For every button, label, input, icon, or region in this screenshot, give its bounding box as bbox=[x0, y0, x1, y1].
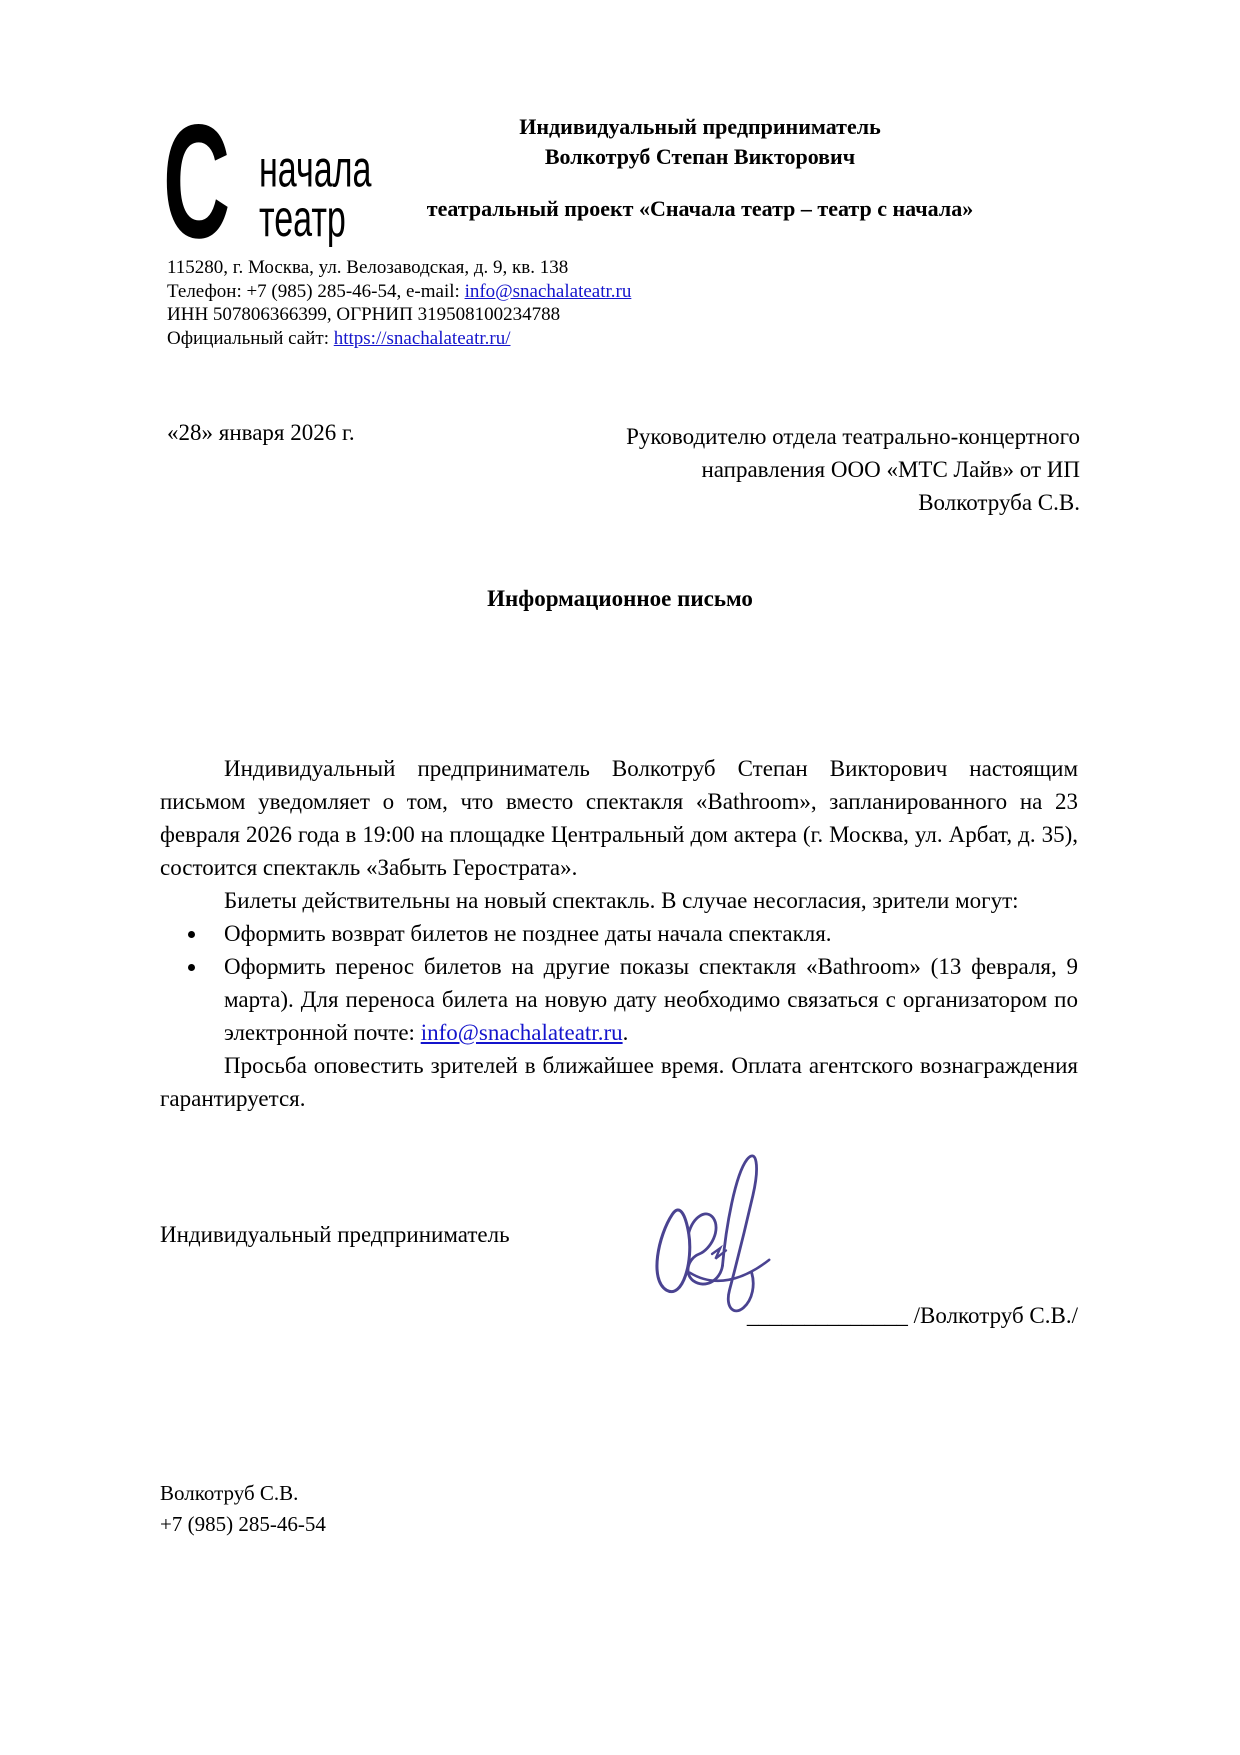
list-item: • Оформить возврат билетов не позднее даты начала спектакля. bbox=[208, 917, 1078, 950]
contact-phone-text: Телефон: +7 (985) 285-46-54, e-mail: bbox=[167, 280, 465, 302]
header-organization bbox=[320, 112, 1080, 172]
footer-phone: +7 (985) 285-46-54 bbox=[160, 1512, 326, 1536]
letter-title: Информационное письмо bbox=[487, 586, 753, 611]
contact-block bbox=[167, 256, 807, 350]
letter-date: «28» января 2026 г. bbox=[167, 420, 355, 445]
logo-big-letter: С bbox=[163, 90, 228, 272]
bullet2-period: . bbox=[622, 1020, 629, 1045]
recipient-line-3: Волкотруба С.В. bbox=[918, 490, 1080, 515]
contact-site-text: Официальный сайт: bbox=[167, 327, 334, 349]
logo-word-1: начала bbox=[259, 139, 372, 198]
recipient-line-1: Руководителю отдела театрально-концертного bbox=[626, 424, 1080, 449]
contact-inn-line: ИНН 507806366399, ОГРНИП 319508100234788 bbox=[167, 304, 561, 325]
logo-word-2: театр bbox=[259, 188, 347, 248]
list-item bbox=[208, 950, 1078, 1049]
paragraph-2: Билеты действительны на новый спектакль. В случае несогласия, зрители могут: bbox=[224, 888, 1019, 913]
recipient-line-2: направления ООО «МТС Лайв» от ИП bbox=[701, 457, 1080, 482]
header-project-line: театральный проект «Сначала театр – театр с начала» bbox=[426, 196, 974, 221]
contact-site-link[interactable]: https://snachalateatr.ru/ bbox=[333, 327, 511, 349]
signature-blank-line: ______________ bbox=[746, 1303, 908, 1328]
letter-body bbox=[160, 752, 1078, 1115]
options-list bbox=[160, 917, 1078, 1049]
handwritten-signature bbox=[628, 1142, 803, 1317]
bullet2-email-link[interactable]: info@snachalateatr.ru bbox=[420, 1020, 623, 1045]
contact-address: 115280, г. Москва, ул. Велозаводская, д. 9, кв. 138 bbox=[167, 257, 569, 278]
bullet2-text: Оформить перенос билетов на другие показы спектакля «Bathroom» (13 февраля, 9 марта). Для переноса билета на новую дату необходимо связаться с организатором по электронной почте: bbox=[224, 954, 1078, 1045]
signatory-role: Индивидуальный предприниматель bbox=[160, 1222, 510, 1247]
contact-email-link[interactable]: info@snachalateatr.ru bbox=[464, 280, 632, 302]
org-line-1: Индивидуальный предприниматель bbox=[519, 114, 881, 139]
contact-phone-line bbox=[167, 280, 807, 304]
signature-name: /Волкотруб С.В./ bbox=[907, 1303, 1078, 1328]
recipient-block bbox=[420, 420, 1080, 519]
org-line-2: Волкотруб Степан Викторович bbox=[544, 144, 856, 169]
contact-site-line bbox=[167, 327, 807, 351]
footer-block bbox=[160, 1478, 326, 1540]
paragraph-1: Индивидуальный предприниматель Волкотруб Степан Викторович настоящим письмом уведомляет о том, что вместо спектакля «Bathroom», запланированного на 23 февраля 2026 года в 19:00 на площадке Центральный дом актера (г. Москва, ул. Арбат, д. 35), состоится спектакль «Забыть Герострата». bbox=[160, 756, 1078, 880]
signature-line-row bbox=[520, 1303, 1078, 1329]
paragraph-3: Просьба оповестить зрителей в ближайшее время. Оплата агентского вознаграждения гарантируется. bbox=[160, 1053, 1078, 1111]
footer-name: Волкотруб С.В. bbox=[160, 1481, 299, 1505]
